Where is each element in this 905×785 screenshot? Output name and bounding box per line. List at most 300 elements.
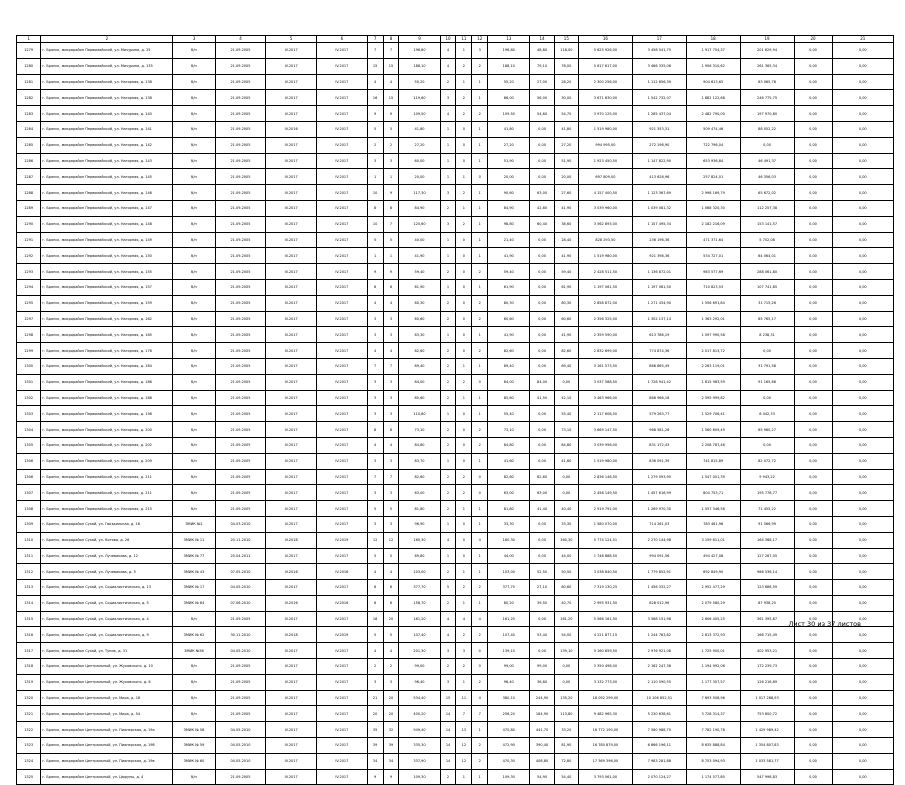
- table-row: [17, 706, 894, 722]
- address-cell: г. Брянск, микрорайон Первомайский, ул. Нагорная, д. 184: [41, 358, 173, 374]
- table-cell: 99,00: [488, 659, 530, 675]
- table-cell: 164 368,17: [740, 532, 794, 548]
- table-cell: 1 174 577,80: [686, 769, 740, 785]
- table-cell: б/н: [173, 469, 215, 485]
- table-cell: 1: [472, 327, 488, 343]
- table-cell: 21.09.2005: [215, 343, 266, 359]
- table-cell: III.2017: [266, 690, 317, 706]
- table-cell: 0: [472, 643, 488, 659]
- table-cell: IV.2017: [317, 185, 368, 201]
- table-cell: 0,00: [832, 185, 893, 201]
- table-cell: 0,00: [794, 137, 832, 153]
- table-cell: б/н: [173, 43, 215, 59]
- table-cell: 828 012,96: [632, 595, 686, 611]
- table-cell: 2: [440, 200, 456, 216]
- table-cell: 4: [383, 643, 399, 659]
- table-cell: III.2017: [266, 437, 317, 453]
- table-cell: 0,00: [554, 374, 578, 390]
- table-cell: 1 354 807,83: [740, 738, 794, 754]
- table-cell: IV.2017: [317, 90, 368, 106]
- table-cell: б/н: [173, 153, 215, 169]
- table-row: [17, 674, 894, 690]
- table-cell: 28,20: [554, 74, 578, 90]
- table-cell: 949,40: [399, 722, 440, 738]
- table-cell: 04.05.2010: [215, 738, 266, 754]
- table-cell: 2 813 372,93: [686, 627, 740, 643]
- table-cell: 0,00: [794, 327, 832, 343]
- table-cell: 0,00: [530, 453, 554, 469]
- table-cell: 80,30: [399, 295, 440, 311]
- table-cell: 413 628,96: [632, 169, 686, 185]
- table-cell: 0,00: [832, 595, 893, 611]
- table-cell: 2 162 247,36: [632, 659, 686, 675]
- table-cell: 51,90: [488, 153, 530, 169]
- table-row: [17, 106, 894, 122]
- table-cell: III.2017: [266, 390, 317, 406]
- table-cell: б/н: [173, 232, 215, 248]
- table-cell: 135,20: [554, 690, 578, 706]
- table-cell: 21.09.2005: [215, 279, 266, 295]
- table-cell: III.2017: [266, 611, 317, 627]
- table-cell: IV.2017: [317, 722, 368, 738]
- table-cell: 1 068 320,30: [686, 200, 740, 216]
- table-cell: 2: [472, 106, 488, 122]
- table-cell: 1 112 856,39: [632, 74, 686, 90]
- table-cell: 4: [383, 437, 399, 453]
- table-cell: 99,00: [530, 659, 554, 675]
- table-cell: 3: [367, 406, 383, 422]
- table-cell: 13: [456, 722, 472, 738]
- table-cell: 0,00: [794, 232, 832, 248]
- table-cell: 4: [383, 74, 399, 90]
- table-cell: 261 365,34: [740, 58, 794, 74]
- column-number: 17: [632, 36, 686, 43]
- column-number: 7: [367, 36, 383, 43]
- column-number: 4: [215, 36, 266, 43]
- table-row: [17, 532, 894, 548]
- table-cell: б/н: [173, 374, 215, 390]
- table-cell: IV.2017: [317, 327, 368, 343]
- table-cell: 1 147 822,90: [632, 153, 686, 169]
- table-cell: 0,00: [794, 485, 832, 501]
- table-cell: 21.09.2005: [215, 659, 266, 675]
- table-cell: 0,00: [832, 643, 893, 659]
- column-number: 5: [266, 36, 317, 43]
- table-cell: 653 936,84: [686, 153, 740, 169]
- table-cell: 1304: [17, 422, 41, 438]
- table-cell: 2 070 124,27: [632, 769, 686, 785]
- address-cell: г. Брянск, микрорайон Первомайский, ул. Нагорная, д. 162: [41, 311, 173, 327]
- table-cell: 0,00: [832, 311, 893, 327]
- table-cell: 2 079 580,29: [686, 595, 740, 611]
- table-cell: б/н: [173, 706, 215, 722]
- table-cell: б/н: [173, 501, 215, 517]
- table-cell: 5: [383, 121, 399, 137]
- table-cell: III.2017: [266, 279, 317, 295]
- table-cell: 0,00: [832, 358, 893, 374]
- table-cell: 161,20: [554, 611, 578, 627]
- table-cell: 15: [383, 90, 399, 106]
- table-cell: IV.2017: [317, 295, 368, 311]
- table-cell: 0,00: [794, 690, 832, 706]
- table-cell: 3 562 893,00: [579, 216, 633, 232]
- table-cell: 1 039 081,32: [632, 200, 686, 216]
- table-cell: 1290: [17, 216, 41, 232]
- table-cell: 21.09.2005: [215, 485, 266, 501]
- table-cell: 41,60: [554, 453, 578, 469]
- table-cell: 2 482 790,00: [686, 106, 740, 122]
- table-cell: 89,80: [399, 548, 440, 564]
- table-cell: 4: [367, 295, 383, 311]
- table-cell: 3 793 061,00: [579, 769, 633, 785]
- table-cell: 2: [456, 469, 472, 485]
- address-cell: г. Брянск, микрорайон Первомайский, ул. Нагорная, д. 176: [41, 343, 173, 359]
- table-cell: 1: [440, 279, 456, 295]
- table-cell: 27,60: [554, 185, 578, 201]
- table-cell: 2: [440, 769, 456, 785]
- table-cell: 5: [367, 627, 383, 643]
- table-cell: 783 461,96: [686, 516, 740, 532]
- table-cell: IV.2018: [266, 532, 317, 548]
- table-cell: 1: [472, 358, 488, 374]
- address-cell: г. Брянск, микрорайон Сухой, ул. Социалистическая, д. 13: [41, 580, 173, 596]
- table-cell: 6: [383, 580, 399, 596]
- table-row: [17, 374, 894, 390]
- table-cell: III.2017: [266, 137, 317, 153]
- table-cell: 2: [440, 437, 456, 453]
- table-cell: 4: [367, 643, 383, 659]
- table-cell: 107,40: [488, 627, 530, 643]
- table-cell: 986 536,14: [740, 564, 794, 580]
- table-cell: 0,00: [794, 200, 832, 216]
- table-row: [17, 311, 894, 327]
- table-cell: 21,40: [488, 232, 530, 248]
- table-row: [17, 769, 894, 785]
- table-cell: 2: [440, 390, 456, 406]
- table-cell: 84,90: [488, 200, 530, 216]
- table-cell: б/н: [173, 185, 215, 201]
- table-cell: 84,80: [399, 437, 440, 453]
- table-cell: 5: [367, 501, 383, 517]
- table-cell: 44,00: [554, 548, 578, 564]
- address-cell: г. Брянск, микрорайон Сухой, ул. Социалистическая, д. 5: [41, 595, 173, 611]
- table-cell: 1: [472, 453, 488, 469]
- table-cell: 59,40: [399, 264, 440, 280]
- table-cell: 1 882 122,68: [686, 90, 740, 106]
- address-cell: г. Брянск, микрорайон Сухой, ул. Котова, д. 26: [41, 532, 173, 548]
- table-cell: 0: [456, 327, 472, 343]
- table-cell: 377,70: [488, 580, 530, 596]
- table-cell: 1316: [17, 627, 41, 643]
- table-cell: 1 815 983,59: [686, 374, 740, 390]
- header-row: [17, 36, 894, 43]
- table-cell: б/н: [173, 90, 215, 106]
- table-cell: 441,70: [530, 722, 554, 738]
- table-cell: 5 617 617,00: [579, 58, 633, 74]
- table-cell: 50,50: [554, 564, 578, 580]
- table-cell: б/н: [173, 106, 215, 122]
- table-cell: 21.09.2005: [215, 295, 266, 311]
- table-cell: 0: [456, 153, 472, 169]
- table-row: [17, 216, 894, 232]
- table-cell: 12: [383, 532, 399, 548]
- table-cell: 32: [383, 722, 399, 738]
- table-row: [17, 595, 894, 611]
- table-cell: 1 285 437,04: [632, 106, 686, 122]
- table-cell: 1: [456, 74, 472, 90]
- table-cell: 04.05.2010: [215, 722, 266, 738]
- table-row: [17, 437, 894, 453]
- table-cell: IV.2017: [317, 580, 368, 596]
- table-cell: 20.11.2010: [215, 532, 266, 548]
- table-cell: 256,20: [488, 706, 530, 722]
- table-cell: 109,30: [488, 769, 530, 785]
- table-cell: 99,00: [399, 659, 440, 675]
- table-cell: IV.2017: [317, 232, 368, 248]
- table-cell: 21.09.2005: [215, 58, 266, 74]
- table-cell: 0,00: [794, 469, 832, 485]
- table-cell: 0,00: [794, 580, 832, 596]
- table-cell: 3 671 630,00: [579, 90, 633, 106]
- table-cell: 39,50: [530, 595, 554, 611]
- table-cell: 3: [440, 674, 456, 690]
- table-cell: 3: [472, 43, 488, 59]
- table-cell: 1306: [17, 453, 41, 469]
- table-cell: 1: [472, 248, 488, 264]
- address-cell: г. Брянск, микрорайон Первомайский, ул. Мичурина, д. 135: [41, 58, 173, 74]
- table-cell: 3 038 840,50: [579, 564, 633, 580]
- address-cell: г. Брянск, микрорайон Первомайский, ул. Нагорная, д. 157: [41, 279, 173, 295]
- table-cell: 21.09.2005: [215, 406, 266, 422]
- table-cell: 2 919 791,00: [579, 501, 633, 517]
- table-cell: б/н: [173, 311, 215, 327]
- table-cell: 0: [456, 406, 472, 422]
- table-cell: IV.2016: [266, 121, 317, 137]
- table-cell: 55,40: [554, 406, 578, 422]
- table-cell: 1301: [17, 374, 41, 390]
- table-cell: 61,90: [488, 279, 530, 295]
- table-cell: 2 263 119,01: [686, 358, 740, 374]
- table-cell: 2 359 590,00: [579, 327, 633, 343]
- address-cell: г. Брянск, микрорайон Сухой, ул. Лучевикова, д. 12: [41, 548, 173, 564]
- address-cell: г. Брянск, микрорайон Первомайский, ул. Нагорная, д. 155: [41, 264, 173, 280]
- table-cell: 5: [383, 548, 399, 564]
- table-cell: 714 261,03: [632, 516, 686, 532]
- table-cell: 0,00: [794, 390, 832, 406]
- table-cell: 46 356,03: [740, 169, 794, 185]
- table-cell: 80,20: [488, 595, 530, 611]
- table-cell: 197 970,80: [740, 106, 794, 122]
- table-cell: 2 832 699,00: [579, 343, 633, 359]
- table-cell: 0,00: [794, 74, 832, 90]
- table-cell: 288 061,80: [740, 264, 794, 280]
- table-cell: III.2017: [266, 295, 317, 311]
- table-cell: 1: [440, 232, 456, 248]
- table-cell: 20,00: [399, 169, 440, 185]
- table-cell: 0: [456, 548, 472, 564]
- table-row: [17, 516, 894, 532]
- table-cell: 60,40: [530, 216, 554, 232]
- table-cell: 1: [472, 137, 488, 153]
- table-cell: 0,00: [530, 406, 554, 422]
- table-cell: III.2017: [266, 753, 317, 769]
- table-cell: 3 568 151,98: [632, 611, 686, 627]
- table-cell: 1: [440, 153, 456, 169]
- table-cell: 2 270 144,98: [632, 532, 686, 548]
- table-cell: 8 442,33: [740, 406, 794, 422]
- table-cell: 54,00: [554, 627, 578, 643]
- table-cell: ЗМИК № 62: [173, 627, 215, 643]
- table-cell: 272 198,90: [632, 137, 686, 153]
- table-cell: IV.2017: [317, 279, 368, 295]
- table-cell: 84,90: [399, 200, 440, 216]
- table-cell: 0,00: [832, 137, 893, 153]
- table-cell: 0,00: [832, 611, 893, 627]
- table-cell: 0,00: [832, 248, 893, 264]
- address-cell: г. Брянск, микрорайон Первомайский, ул. Нагорная, д. 143: [41, 153, 173, 169]
- table-cell: 1320: [17, 690, 41, 706]
- table-cell: 35: [367, 722, 383, 738]
- table-cell: 79,10: [530, 58, 554, 74]
- table-cell: 33,20: [554, 722, 578, 738]
- table-cell: 4: [367, 437, 383, 453]
- table-cell: 1313: [17, 580, 41, 596]
- table-cell: 3 466 335,06: [632, 58, 686, 74]
- table-cell: б/н: [173, 279, 215, 295]
- table-cell: 158,70: [399, 595, 440, 611]
- table-cell: IV.2017: [317, 121, 368, 137]
- table-cell: 82,60: [554, 343, 578, 359]
- table-cell: III.2017: [266, 422, 317, 438]
- table-cell: 63,00: [399, 485, 440, 501]
- table-cell: 2: [456, 374, 472, 390]
- table-cell: 1323: [17, 738, 41, 754]
- table-cell: III.2017: [266, 169, 317, 185]
- table-cell: 2: [367, 659, 383, 675]
- table-cell: 1: [440, 453, 456, 469]
- table-cell: 107 741,85: [740, 279, 794, 295]
- table-cell: 6: [367, 595, 383, 611]
- table-cell: IV.2019: [317, 532, 368, 548]
- table-cell: 0,00: [794, 90, 832, 106]
- table-cell: 753 800,72: [740, 706, 794, 722]
- table-row: [17, 248, 894, 264]
- table-cell: 54,60: [530, 106, 554, 122]
- table-cell: 257 824,01: [686, 169, 740, 185]
- table-cell: 84,00: [399, 374, 440, 390]
- table-cell: 1 097 990,58: [686, 327, 740, 343]
- table-cell: 41,90: [488, 248, 530, 264]
- table-cell: 41,60: [488, 453, 530, 469]
- address-cell: г. Брянск, микрорайон Первомайский, ул. Нагорная, д. 141: [41, 121, 173, 137]
- table-cell: 1 746 888,50: [579, 548, 633, 564]
- table-cell: 1293: [17, 264, 41, 280]
- table-cell: 2 208 787,46: [686, 437, 740, 453]
- table-cell: 0,00: [794, 358, 832, 374]
- table-cell: 6 866 196,11: [632, 738, 686, 754]
- table-cell: 0,00: [530, 248, 554, 264]
- table-row: [17, 564, 894, 580]
- table-cell: 0,00: [794, 595, 832, 611]
- table-cell: 1: [367, 248, 383, 264]
- table-cell: 42,80: [530, 200, 554, 216]
- table-cell: III.2017: [266, 501, 317, 517]
- table-cell: 65 672,02: [740, 185, 794, 201]
- table-cell: 3: [383, 153, 399, 169]
- table-cell: 509 474,46: [686, 121, 740, 137]
- table-cell: III.2017: [266, 311, 317, 327]
- table-cell: 184,90: [530, 706, 554, 722]
- table-cell: 41,80: [554, 121, 578, 137]
- table-cell: 246 775,75: [740, 90, 794, 106]
- table-cell: 0,00: [832, 43, 893, 59]
- table-cell: 0,00: [794, 564, 832, 580]
- table-cell: 1: [472, 501, 488, 517]
- table-cell: 0,00: [794, 279, 832, 295]
- table-cell: III.2017: [266, 358, 317, 374]
- table-row: [17, 611, 894, 627]
- table-row: [17, 406, 894, 422]
- table-cell: 0,00: [832, 90, 893, 106]
- table-cell: 82,60: [530, 469, 554, 485]
- table-cell: 0,00: [530, 295, 554, 311]
- table-cell: 0,00: [832, 74, 893, 90]
- table-cell: б/н: [173, 422, 215, 438]
- table-cell: 1 556 691,84: [686, 295, 740, 311]
- table-cell: IV.2017: [317, 437, 368, 453]
- table-cell: III.2017: [266, 738, 317, 754]
- table-cell: 21.09.2005: [215, 374, 266, 390]
- table-cell: 1: [456, 769, 472, 785]
- table-cell: IV.2017: [317, 690, 368, 706]
- table-cell: 78,00: [554, 58, 578, 74]
- table-cell: 0,00: [794, 374, 832, 390]
- address-cell: г. Брянск, микрорайон Центральный, ул. Жуковского, д. 10: [41, 659, 173, 675]
- table-cell: 1: [383, 248, 399, 264]
- table-cell: 8 238,31: [740, 327, 794, 343]
- table-cell: 1 906 310,62: [686, 58, 740, 74]
- table-cell: 2: [472, 580, 488, 596]
- table-cell: ЗМИК № 77: [173, 548, 215, 564]
- table-cell: 0,00: [832, 580, 893, 596]
- table-cell: 244,90: [530, 690, 554, 706]
- table-cell: IV.2017: [317, 516, 368, 532]
- table-cell: 2: [440, 659, 456, 675]
- table-cell: IV.2017: [317, 548, 368, 564]
- table-cell: 86,00: [488, 90, 530, 106]
- table-cell: IV.2017: [317, 374, 368, 390]
- table-cell: 9: [383, 769, 399, 785]
- table-cell: 0,00: [530, 264, 554, 280]
- table-cell: 1291: [17, 232, 41, 248]
- table-cell: 2 998 169,79: [686, 185, 740, 201]
- table-cell: 41,80: [399, 121, 440, 137]
- table-cell: 5: [367, 232, 383, 248]
- table-cell: 07.06.2010: [215, 595, 266, 611]
- table-cell: ЗМИК № 59: [173, 738, 215, 754]
- table-cell: 0,00: [530, 643, 554, 659]
- table-cell: 1: [472, 406, 488, 422]
- page-counter: Лист 30 из 37 листов: [788, 620, 861, 628]
- table-cell: 994 995,00: [579, 137, 633, 153]
- table-cell: 1 177 307,57: [686, 674, 740, 690]
- table-cell: 5 566 161,50: [579, 611, 633, 627]
- table-cell: 3 463 966,00: [579, 390, 633, 406]
- table-cell: 402 953,21: [740, 643, 794, 659]
- table-row: [17, 153, 894, 169]
- table-cell: б/н: [173, 390, 215, 406]
- table-cell: 1: [456, 169, 472, 185]
